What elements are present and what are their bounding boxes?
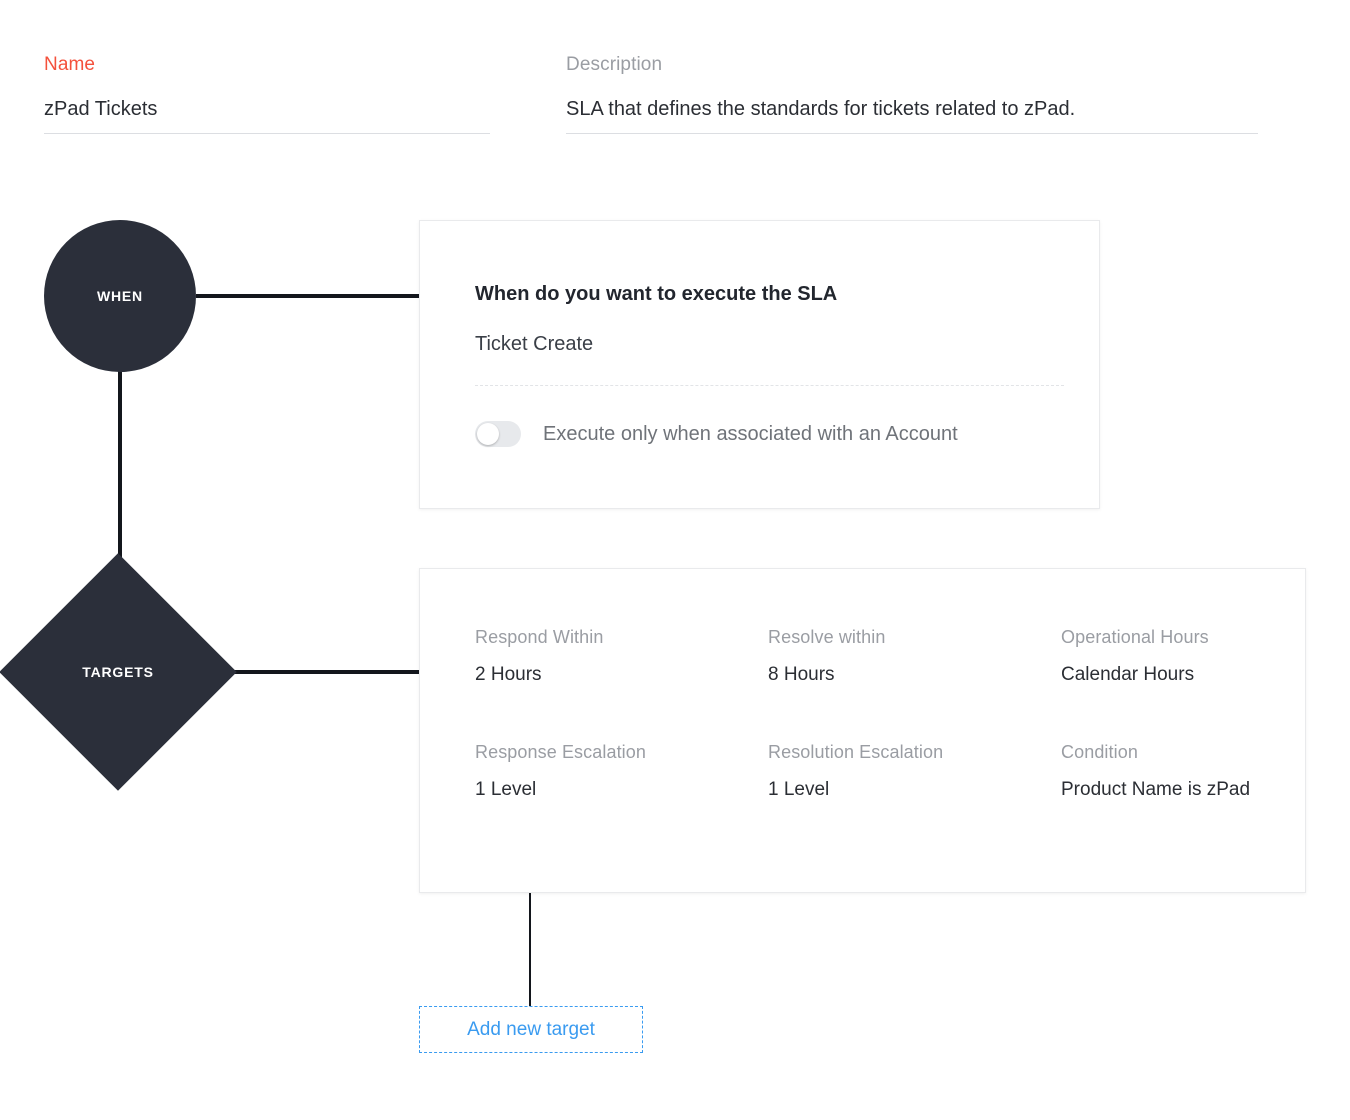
connector-when-to-card bbox=[196, 294, 420, 298]
targets-grid bbox=[475, 627, 1265, 801]
target-value: 2 Hours bbox=[475, 664, 542, 685]
description-label: Description bbox=[566, 54, 663, 75]
name-label: Name bbox=[44, 54, 96, 75]
targets-node[interactable] bbox=[0, 553, 237, 791]
when-card-value[interactable]: Ticket Create bbox=[475, 333, 594, 355]
target-label: Resolution Escalation bbox=[768, 742, 944, 762]
target-item[interactable] bbox=[768, 627, 1061, 686]
target-item[interactable] bbox=[768, 742, 1061, 801]
add-new-target-button[interactable] bbox=[419, 1006, 643, 1053]
name-underline bbox=[44, 133, 490, 134]
target-item[interactable] bbox=[475, 627, 768, 686]
description-value[interactable]: SLA that defines the standards for tickets related to zPad. bbox=[566, 98, 1076, 120]
account-toggle-label: Execute only when associated with an Account bbox=[543, 422, 958, 445]
target-value: 1 Level bbox=[475, 779, 537, 800]
target-value: Product Name is zPad bbox=[1061, 779, 1251, 800]
target-value: Calendar Hours bbox=[1061, 664, 1195, 685]
when-node[interactable] bbox=[44, 220, 196, 372]
target-item[interactable] bbox=[1061, 742, 1265, 801]
when-card-title: When do you want to execute the SLA bbox=[475, 283, 838, 305]
targets-node-label: TARGETS bbox=[82, 664, 154, 680]
when-card-divider bbox=[475, 385, 1064, 386]
target-value: 1 Level bbox=[768, 779, 830, 800]
account-toggle-row[interactable] bbox=[475, 421, 958, 447]
target-item[interactable] bbox=[1061, 627, 1265, 686]
target-label: Operational Hours bbox=[1061, 627, 1209, 647]
target-label: Condition bbox=[1061, 742, 1138, 762]
when-card bbox=[419, 220, 1100, 509]
connector-card-to-add-target bbox=[529, 893, 531, 1006]
description-field[interactable] bbox=[566, 54, 1258, 134]
target-item[interactable] bbox=[475, 742, 768, 801]
target-value: 8 Hours bbox=[768, 664, 835, 685]
add-new-target-label: Add new target bbox=[467, 1018, 595, 1040]
name-value[interactable]: zPad Tickets bbox=[44, 98, 158, 120]
when-node-label: WHEN bbox=[97, 288, 143, 304]
target-label: Resolve within bbox=[768, 627, 886, 647]
toggle-knob-icon bbox=[477, 423, 499, 445]
target-label: Response Escalation bbox=[475, 742, 647, 762]
account-toggle[interactable] bbox=[475, 421, 521, 447]
target-label: Respond Within bbox=[475, 627, 604, 647]
description-underline bbox=[566, 133, 1258, 134]
name-field[interactable] bbox=[44, 54, 490, 134]
targets-card bbox=[419, 568, 1306, 893]
